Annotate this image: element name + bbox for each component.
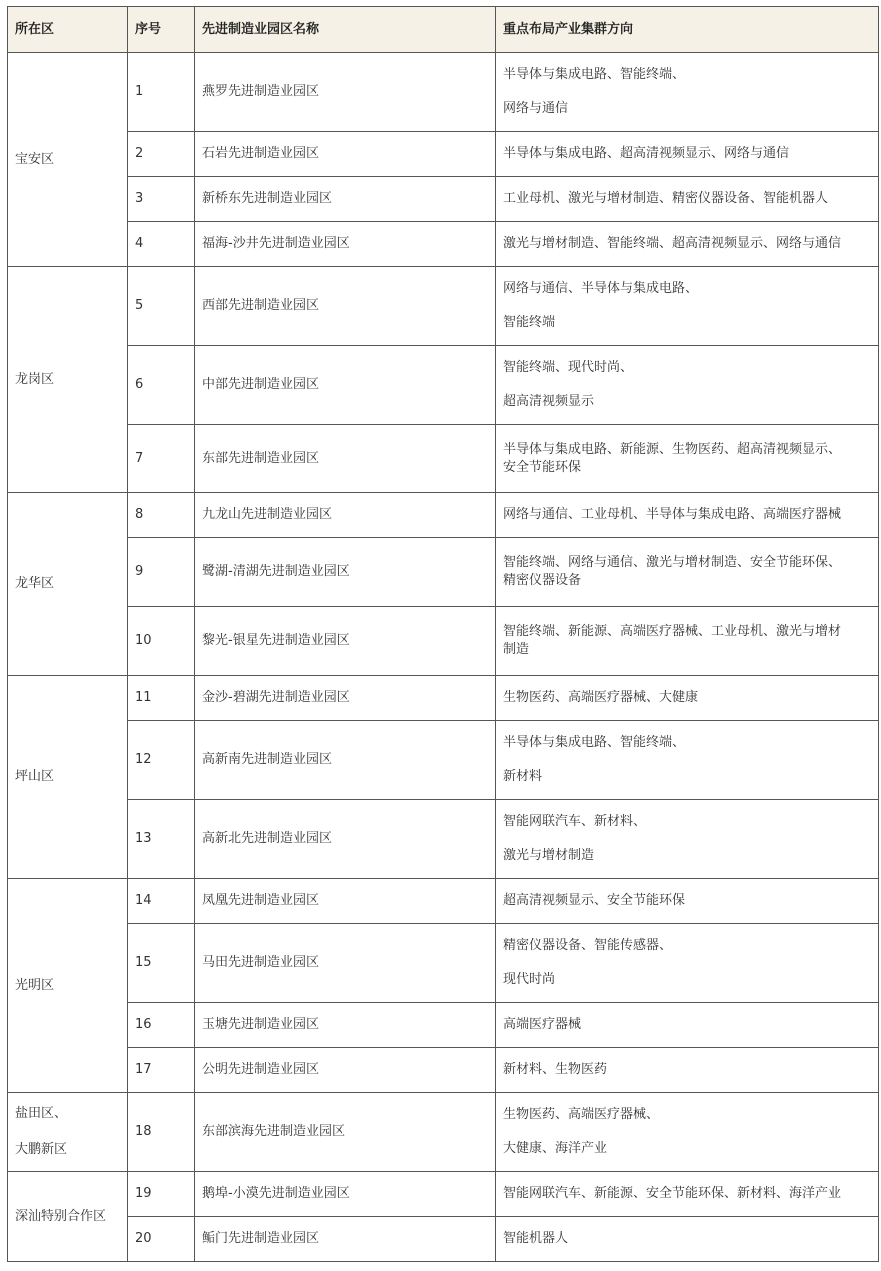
park-number: 19: [128, 1172, 195, 1217]
table-row: [8, 607, 879, 676]
cluster-direction-line: 激光与增材制造、智能终端、超高清视频显示、网络与通信: [503, 236, 842, 251]
district-cell: [8, 1172, 128, 1262]
cluster-direction-line: 智能网联汽车、新能源、安全节能环保、新材料、海洋产业: [503, 1186, 842, 1201]
district-cell: [8, 267, 128, 493]
cluster-direction: [496, 1003, 879, 1048]
park-number: 4: [128, 222, 195, 267]
cluster-direction: [496, 1093, 879, 1172]
cluster-direction: [496, 346, 879, 425]
park-number: 14: [128, 879, 195, 924]
cluster-direction-line: 安全节能环保: [503, 459, 582, 475]
cluster-direction-line: 现代时尚: [503, 972, 556, 987]
table-row: [8, 222, 879, 267]
cluster-direction-line: 半导体与集成电路、超高清视频显示、网络与通信: [503, 146, 790, 161]
district-cell: [8, 493, 128, 676]
park-name: 九龙山先进制造业园区: [195, 493, 496, 538]
park-number: 13: [128, 800, 195, 879]
park-number: 1: [128, 53, 195, 132]
cluster-direction: [496, 1048, 879, 1093]
park-number: 20: [128, 1217, 195, 1262]
header-cluster-direction: 重点布局产业集群方向: [496, 7, 879, 53]
cluster-direction-line: 智能终端、现代时尚、: [503, 360, 634, 375]
park-number: 15: [128, 924, 195, 1003]
table-row: [8, 1003, 879, 1048]
park-name: 鲘门先进制造业园区: [195, 1217, 496, 1262]
table-row: [8, 538, 879, 607]
table-row: [8, 1093, 879, 1172]
park-name: 玉塘先进制造业园区: [195, 1003, 496, 1048]
park-number: 7: [128, 425, 195, 493]
cluster-direction: [496, 538, 879, 607]
table-header-row: [8, 7, 879, 53]
district-cell: [8, 676, 128, 879]
cluster-direction-line: 精密仪器设备、智能传感器、: [503, 938, 673, 953]
cluster-direction-line: 新材料: [503, 769, 543, 784]
cluster-direction-line: 大健康、海洋产业: [503, 1141, 608, 1156]
park-name: 金沙-碧湖先进制造业园区: [195, 676, 496, 721]
table-row: [8, 924, 879, 1003]
park-number: 10: [128, 607, 195, 676]
park-name: 凤凰先进制造业园区: [195, 879, 496, 924]
table-row: [8, 879, 879, 924]
park-name: 新桥东先进制造业园区: [195, 177, 496, 222]
cluster-direction-line: 超高清视频显示: [503, 394, 595, 409]
cluster-direction-line: 网络与通信: [503, 101, 569, 116]
cluster-direction-line: 网络与通信、工业母机、半导体与集成电路、高端医疗器械: [503, 507, 842, 522]
cluster-direction-line: 智能机器人: [503, 1231, 569, 1246]
cluster-direction: [496, 177, 879, 222]
cluster-direction: [496, 676, 879, 721]
park-number: 9: [128, 538, 195, 607]
header-no: 序号: [128, 7, 195, 53]
district-name: 大鹏新区: [15, 1142, 68, 1157]
table-row: [8, 493, 879, 538]
cluster-direction-line: 精密仪器设备: [503, 573, 582, 588]
industrial-park-table: [7, 6, 879, 1262]
cluster-direction-line: 智能网联汽车、新材料、: [503, 814, 647, 829]
cluster-direction: [496, 132, 879, 177]
park-number: 11: [128, 676, 195, 721]
park-number: 6: [128, 346, 195, 425]
park-name: 中部先进制造业园区: [195, 346, 496, 425]
park-number: 17: [128, 1048, 195, 1093]
cluster-direction: [496, 1172, 879, 1217]
district-name: 坪山区: [15, 769, 55, 784]
park-name: 鹭湖-清湖先进制造业园区: [195, 538, 496, 607]
table-row: [8, 1172, 879, 1217]
district-name: 盐田区、: [15, 1106, 68, 1121]
cluster-direction-line: 智能终端: [503, 315, 556, 330]
park-number: 3: [128, 177, 195, 222]
park-name: 公明先进制造业园区: [195, 1048, 496, 1093]
table-row: [8, 132, 879, 177]
cluster-direction: [496, 53, 879, 132]
table-row: [8, 425, 879, 493]
cluster-direction: [496, 924, 879, 1003]
district-name: 深汕特别合作区: [15, 1208, 107, 1224]
cluster-direction: [496, 493, 879, 538]
cluster-direction: [496, 879, 879, 924]
cluster-direction-line: 高端医疗器械: [503, 1017, 582, 1032]
cluster-direction-line: 半导体与集成电路、新能源、生物医药、超高清视频显示、: [503, 441, 842, 457]
cluster-direction-line: 新材料、生物医药: [503, 1062, 608, 1077]
park-name: 高新南先进制造业园区: [195, 721, 496, 800]
district-cell: [8, 1093, 128, 1172]
table-row: [8, 676, 879, 721]
park-name: 东部先进制造业园区: [195, 425, 496, 493]
table-row: [8, 53, 879, 132]
cluster-direction: [496, 1217, 879, 1262]
district-name: 龙华区: [15, 576, 55, 591]
table-body: [8, 53, 879, 1262]
park-name: 鹅埠-小漠先进制造业园区: [195, 1172, 496, 1217]
cluster-direction-line: 生物医药、高端医疗器械、大健康: [503, 690, 699, 705]
cluster-direction: [496, 267, 879, 346]
table-row: [8, 1048, 879, 1093]
cluster-direction-line: 制造: [503, 642, 530, 657]
cluster-direction-line: 智能终端、新能源、高端医疗器械、工业母机、激光与增材: [503, 624, 842, 639]
table-row: [8, 721, 879, 800]
cluster-direction: [496, 425, 879, 493]
cluster-direction-line: 半导体与集成电路、智能终端、: [503, 735, 686, 750]
park-number: 5: [128, 267, 195, 346]
cluster-direction: [496, 721, 879, 800]
park-name: 东部滨海先进制造业园区: [195, 1093, 496, 1172]
park-name: 石岩先进制造业园区: [195, 132, 496, 177]
park-number: 8: [128, 493, 195, 538]
park-number: 2: [128, 132, 195, 177]
cluster-direction-line: 生物医药、高端医疗器械、: [503, 1107, 660, 1122]
park-number: 16: [128, 1003, 195, 1048]
table-row: [8, 177, 879, 222]
cluster-direction-line: 工业母机、激光与增材制造、精密仪器设备、智能机器人: [503, 191, 829, 206]
park-name: 黎光-银星先进制造业园区: [195, 607, 496, 676]
table-row: [8, 800, 879, 879]
cluster-direction: [496, 222, 879, 267]
cluster-direction-line: 激光与增材制造: [503, 848, 595, 863]
district-name: 光明区: [15, 977, 55, 993]
park-name: 高新北先进制造业园区: [195, 800, 496, 879]
district-cell: [8, 879, 128, 1093]
cluster-direction-line: 网络与通信、半导体与集成电路、: [503, 281, 699, 296]
district-name: 宝安区: [15, 151, 55, 167]
district-name: 龙岗区: [15, 371, 55, 387]
cluster-direction-line: 半导体与集成电路、智能终端、: [503, 67, 686, 82]
cluster-direction-line: 超高清视频显示、安全节能环保: [503, 893, 686, 908]
cluster-direction: [496, 607, 879, 676]
table-row: [8, 346, 879, 425]
table-row: [8, 267, 879, 346]
park-name: 马田先进制造业园区: [195, 924, 496, 1003]
district-cell: [8, 53, 128, 267]
park-name: 西部先进制造业园区: [195, 267, 496, 346]
cluster-direction-line: 智能终端、网络与通信、激光与增材制造、安全节能环保、: [503, 555, 842, 570]
header-district: 所在区: [8, 7, 128, 53]
park-number: 12: [128, 721, 195, 800]
park-number: 18: [128, 1093, 195, 1172]
park-name: 福海-沙井先进制造业园区: [195, 222, 496, 267]
header-park-name: 先进制造业园区名称: [195, 7, 496, 53]
table-row: [8, 1217, 879, 1262]
cluster-direction: [496, 800, 879, 879]
park-name: 燕罗先进制造业园区: [195, 53, 496, 132]
